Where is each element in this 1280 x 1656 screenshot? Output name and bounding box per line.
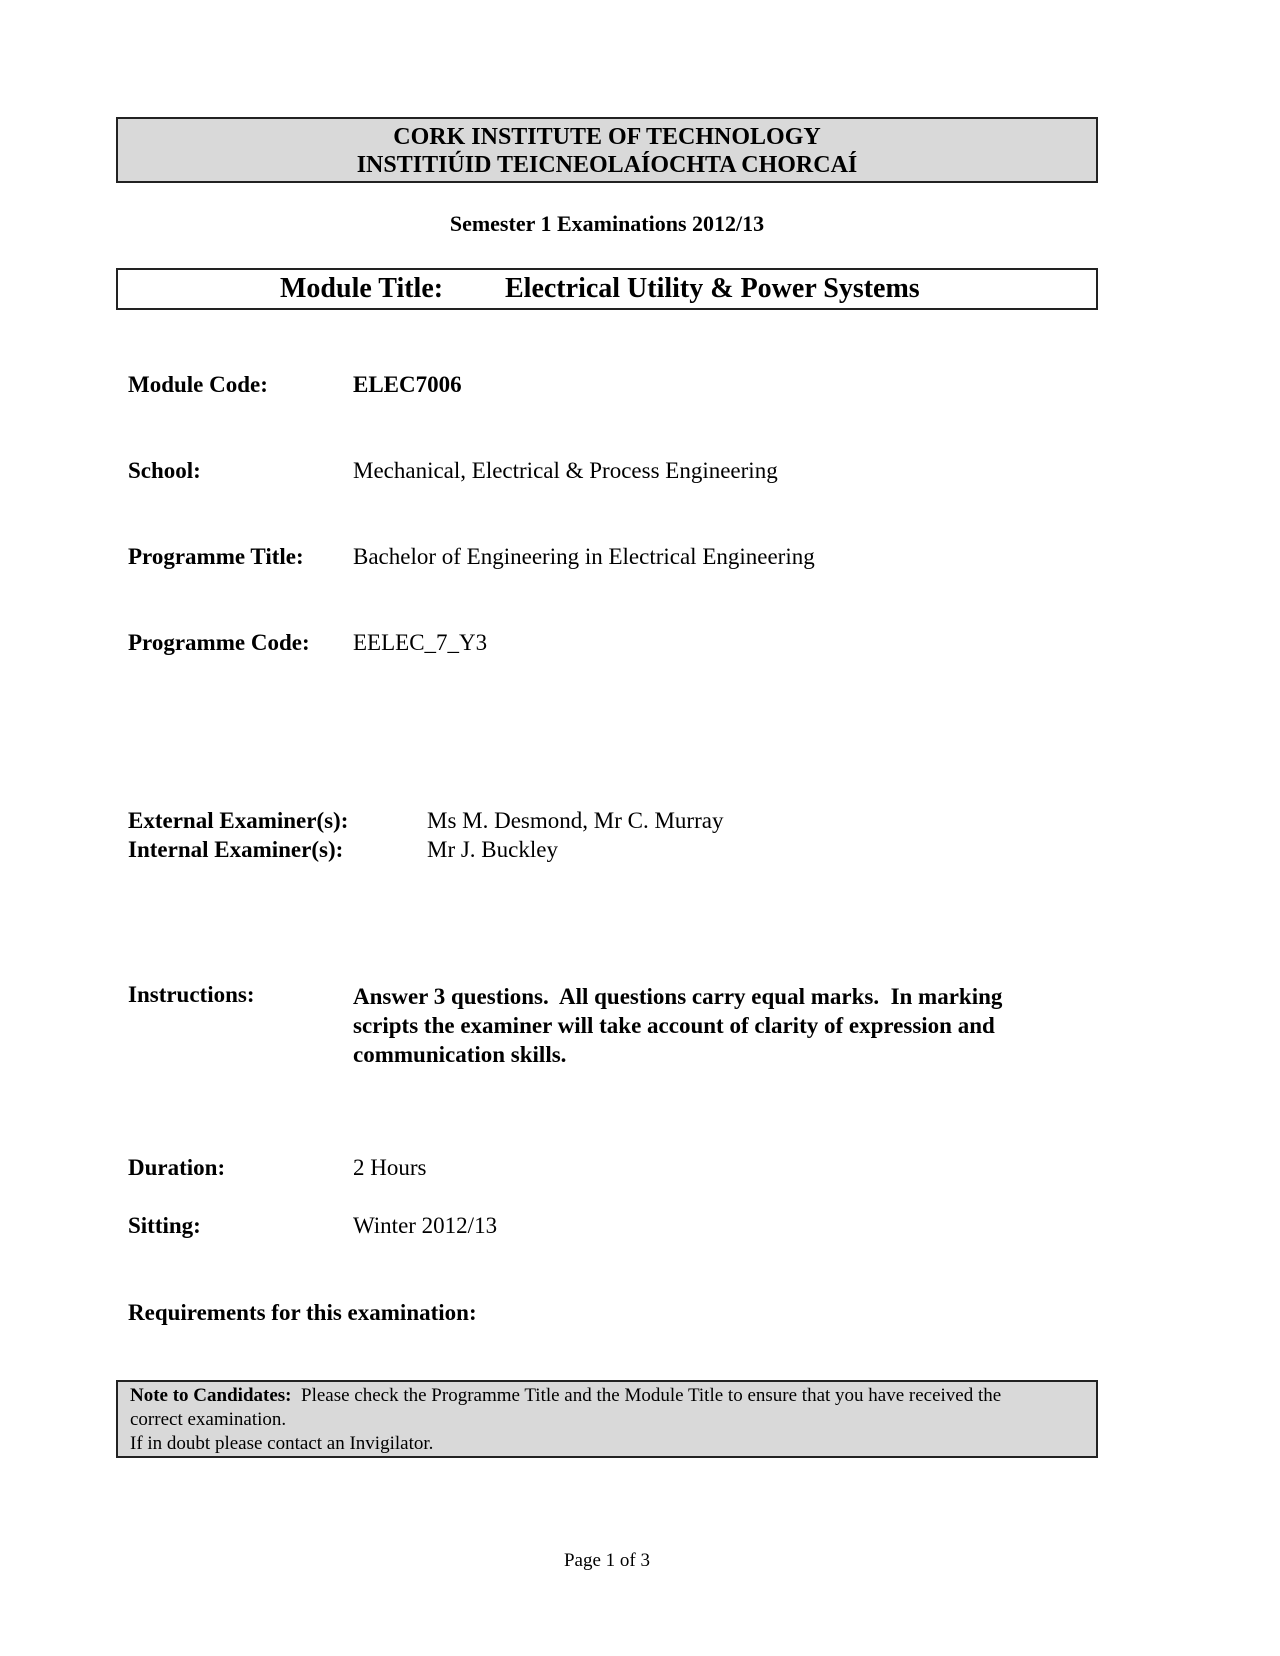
institute-header [116,117,1098,183]
instructions-text [353,982,1083,1069]
internal-examiner-value: Mr J. Buckley [427,837,558,862]
school-value: Mechanical, Electrical & Process Engineering [353,458,778,483]
note-line: If in doubt please contact an Invigilator. [130,1433,434,1454]
module-title-value: Electrical Utility & Power Systems [505,273,920,304]
internal-examiner-label: Internal Examiner(s): [128,837,344,862]
sitting-label: Sitting: [128,1213,201,1238]
page-number: Page 1 of 3 [563,1550,650,1571]
duration-label: Duration: [128,1155,226,1180]
module-title-box [116,268,1098,310]
note-text: Please check the Programme Title and the Module Title to ensure that you have received the [301,1385,1002,1406]
programme-title-value: Bachelor of Engineering in Electrical Engineering [353,544,815,569]
requirements-label: Requirements for this examination: [128,1300,477,1325]
instructions-label: Instructions: [128,982,255,1007]
sitting-value: Winter 2012/13 [353,1213,498,1238]
programme-title-label: Programme Title: [128,544,304,569]
note-line: correct examination. [130,1409,287,1430]
instructions-line: scripts the examiner will take account of clarity of expression and [353,1013,995,1038]
note-line [130,1384,1084,1408]
external-examiner-label: External Examiner(s): [128,808,349,833]
duration-value: 2 Hours [353,1155,427,1180]
module-code-label: Module Code: [128,372,268,397]
programme-code-label: Programme Code: [128,630,310,655]
module-title-label: Module Title: [280,273,444,304]
note-label: Note to Candidates: [130,1385,292,1406]
school-label: School: [128,458,201,483]
instructions-line: Answer 3 questions. All questions carry equal marks. In marking [353,984,1003,1009]
instructions-line: communication skills. [353,1042,567,1067]
programme-code-value: EELEC_7_Y3 [353,630,488,655]
note-to-candidates-box [116,1380,1098,1458]
institute-name-english: CORK INSTITUTE OF TECHNOLOGY [393,124,821,150]
institute-name-irish: INSTITIÚID TEICNEOLAÍOCHTA CHORCAÍ [356,152,858,178]
module-code-value: ELEC7006 [353,372,462,397]
external-examiner-value: Ms M. Desmond, Mr C. Murray [427,808,724,833]
semester-heading: Semester 1 Examinations 2012/13 [449,211,765,236]
